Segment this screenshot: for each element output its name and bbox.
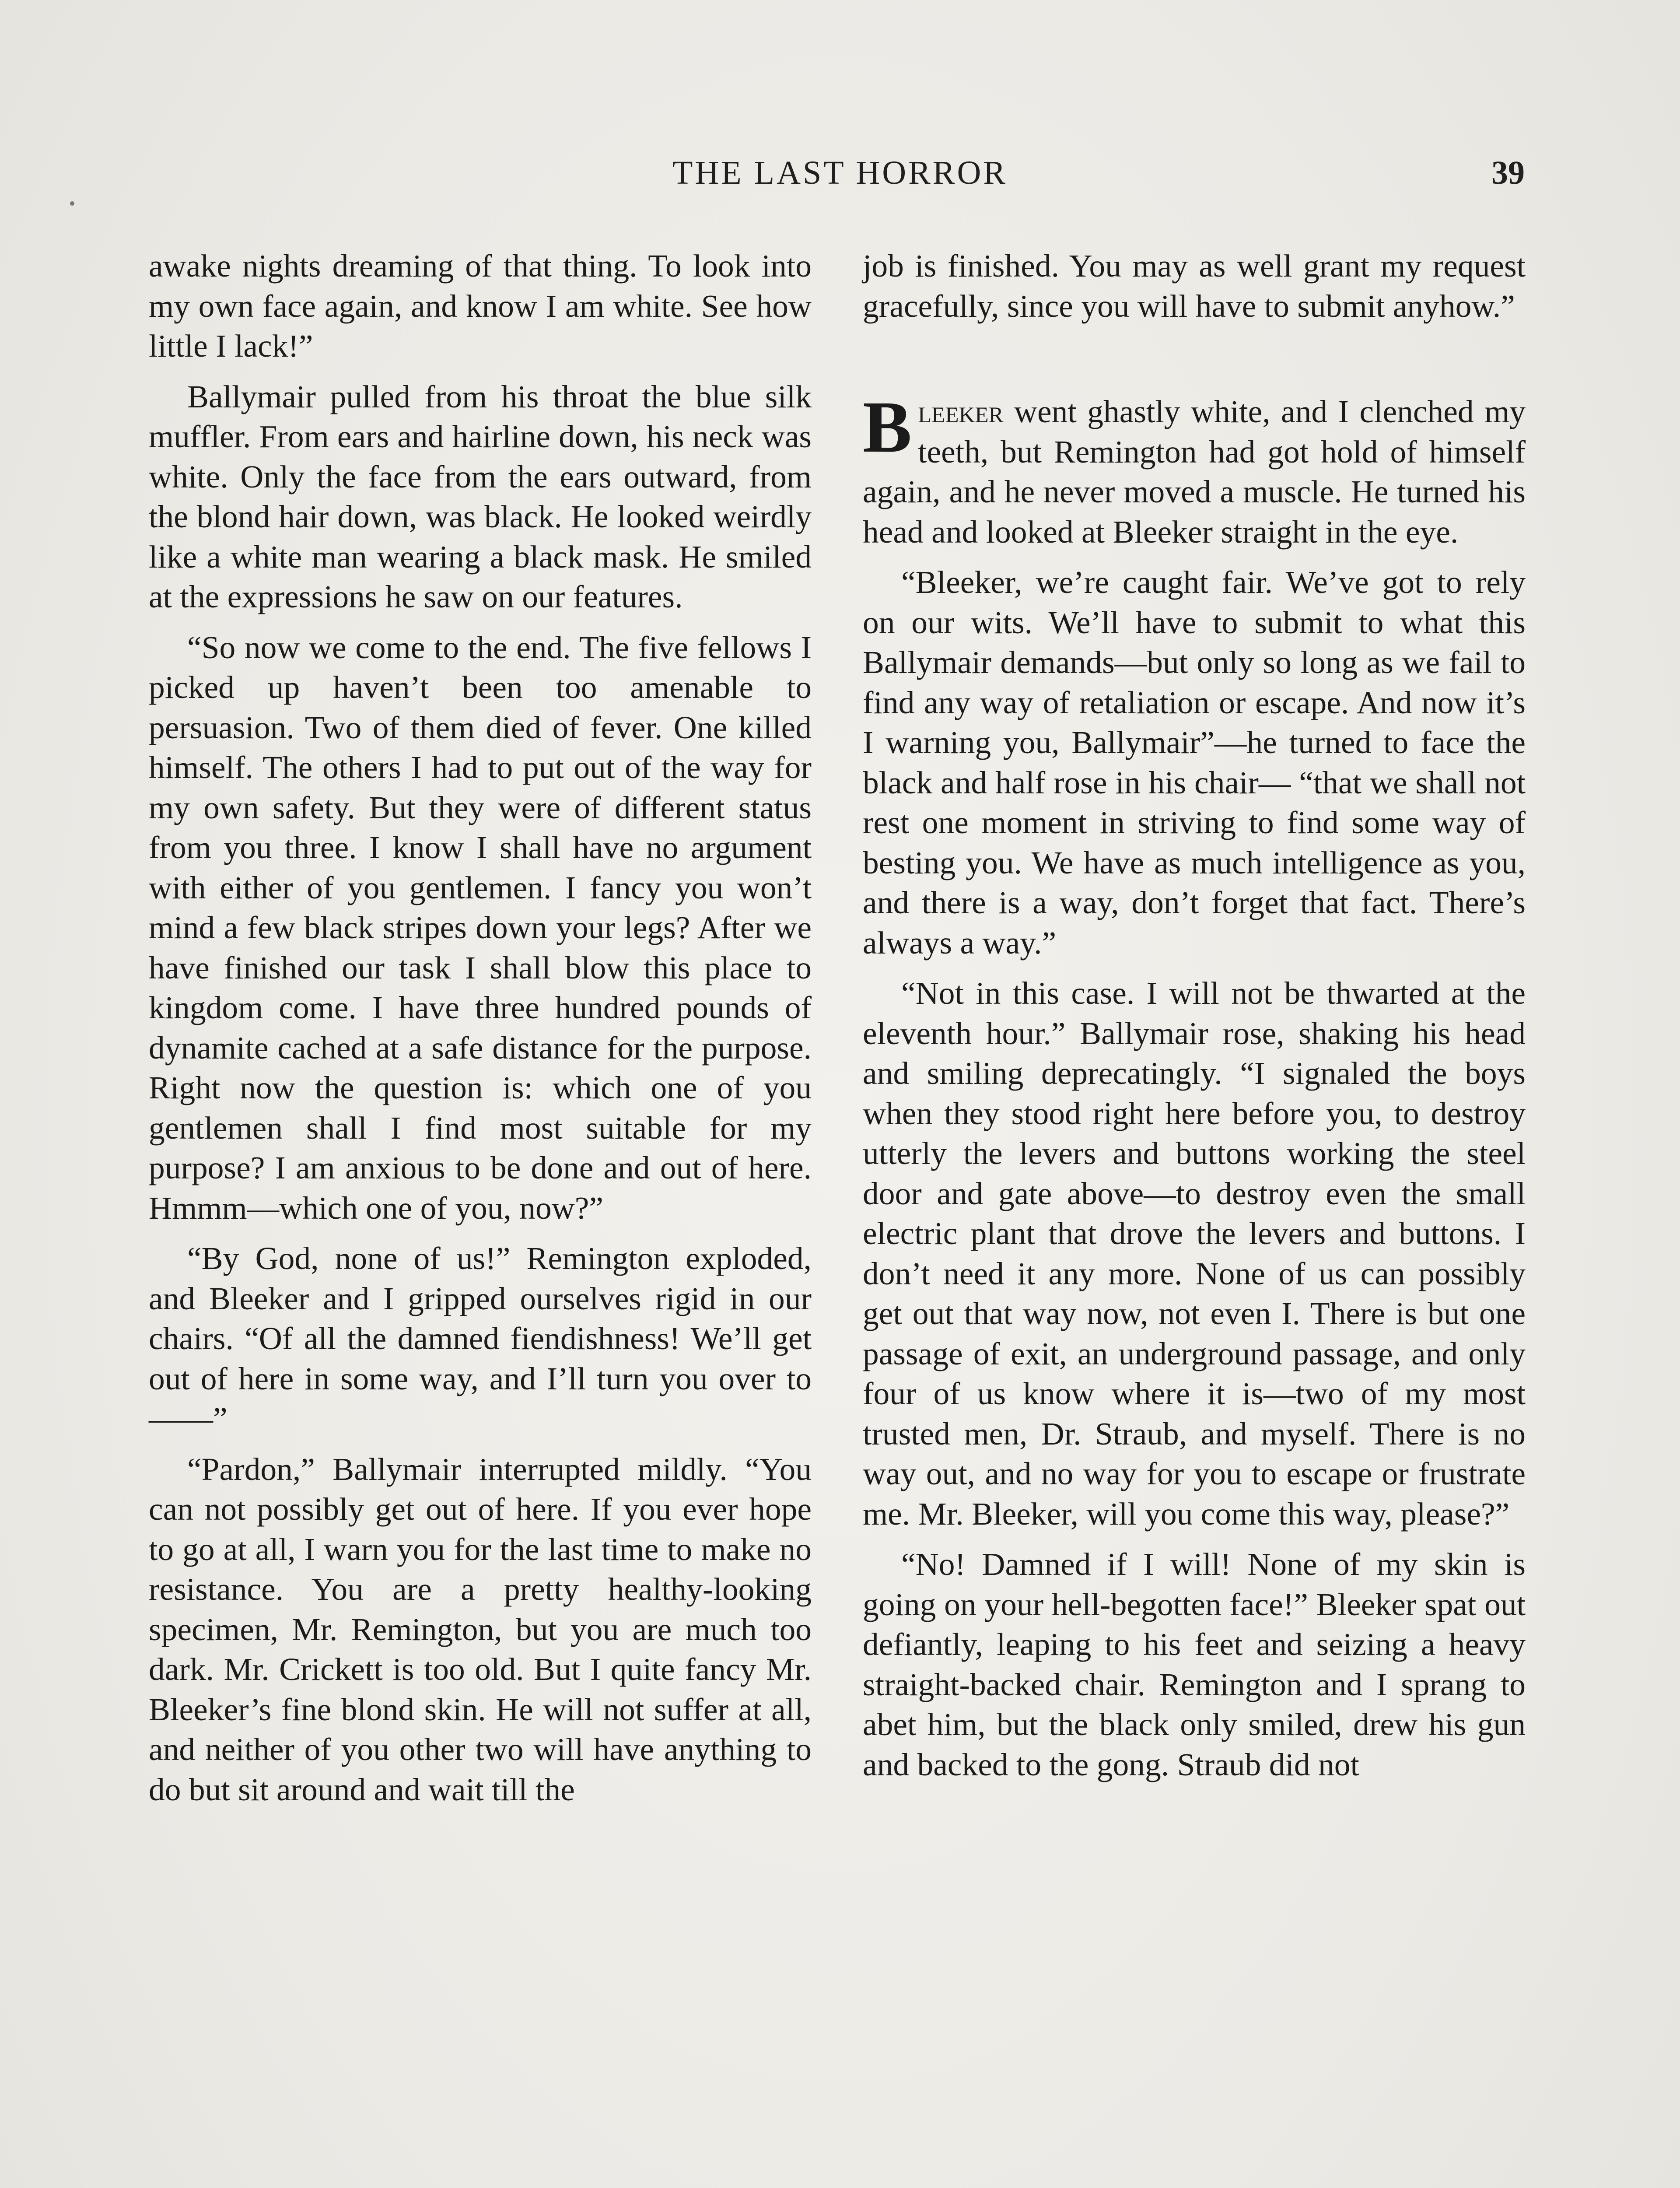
left-column [149, 246, 812, 1820]
page-number: 39 [1491, 154, 1525, 191]
small-caps-lead: leeker [918, 394, 1004, 429]
paragraph: job is finished. You may as well grant my request gracefully, since you will have to submit anyhow.” [863, 248, 1526, 324]
paragraph: “Pardon,” Ballymair interrupted mildly. “You can not possibly get out of here. If you ever hope to go at all, I warn you for the last time to make no resistance. You are a pretty healthy-looking specimen, Mr. Remington, but you are much too dark. Mr. Crickett is too old. But I quite fancy Mr. Bleeker’s fine blond skin. He will not suffer at all, and neither of you other two will have anything to do but sit around and wait till the [149, 1451, 812, 1807]
paragraph: “No! Damned if I will! None of my skin is going on your hell-begotten face!” Bleeker spat out defiantly, leaping to his feet and seizing a heavy straight-backed chair. Remington and I sprang to abet him, but the black only smiled, drew his gun and backed to the gong. Straub did not [863, 1546, 1526, 1782]
paragraph: “By God, none of us!” Remington exploded, and Bleeker and I gripped ourselves rigid in our chairs. “Of all the damned fiendishness! We’ll get out of here in some way, and I’ll turn you over to——” [149, 1241, 812, 1436]
drop-cap: B [863, 386, 912, 468]
paragraph: “Not in this case. I will not be thwarted at the eleventh hour.” Ballymair rose, shaking his head and smiling deprecatingly. “I signaled the boys when they stood right here before you, to destroy utterly the levers and buttons working the steel door and gate above—to destroy even the small electric plant that drove the levers and buttons. I don’t need it any more. None of us can possibly get out that way now, not even I. There is but one passage of exit, an underground passage, and only four of us know where it is—two of my most trusted men, Dr. Straub, and myself. There is no way out, and no way for you to escape or frustrate me. Mr. Bleeker, will you come this way, please?” [863, 975, 1526, 1532]
running-title: THE LAST HORROR [672, 154, 1008, 191]
paragraph: “Bleeker, we’re caught fair. We’ve got to rely on our wits. We’ll have to submit to what this Ballymair demands—but only so long as we fail to find any way of retaliation or escape. And now it’s I warning you, Ballymair”—he turned to face the black and half rose in his chair— “that we shall not rest one moment in striving to find some way of besting you. We have as much intelligence as you, and there is a way, don’t forget that fact. There’s always a way.” [863, 565, 1526, 961]
paragraph: awake nights dreaming of that thing. To look into my own face again, and know I am white. See how little I lack!” [149, 248, 812, 364]
paragraph-rest: went ghastly white, and I clenched my teeth, but Remington had got hold of himself again, and he never moved a muscle. He turned his head and looked at Bleeker straight in the eye. [863, 394, 1526, 550]
paragraph: “So now we come to the end. The five fellows I picked up haven’t been too amenable to persuasion. Two of them died of fever. One killed himself. The others I had to put out of the way for my own safety. But they were of different status from you three. I know I shall have no argument with either of you gentlemen. I fancy you won’t mind a few black stripes down your legs? After we have finished our task I shall blow this place to kingdom come. I have three hundred pounds of dynamite cached at a safe distance for the purpose. Right now the question is: which one of you gentlemen shall I find most suitable for my purpose? I am anxious to be done and out of here. Hmmm—which one of you, now?” [149, 629, 812, 1226]
paragraph: Ballymair pulled from his throat the blue silk muffler. From ears and hairline down, his neck was white. Only the face from the ears outward, from the blond hair down, was black. He looked weirdly like a white man wearing a black mask. He smiled at the expressions he saw on our features. [149, 379, 812, 614]
paper-speck [70, 201, 74, 206]
running-head [0, 149, 1680, 197]
section-opening-paragraph [863, 386, 1526, 552]
right-column [863, 246, 1526, 1795]
